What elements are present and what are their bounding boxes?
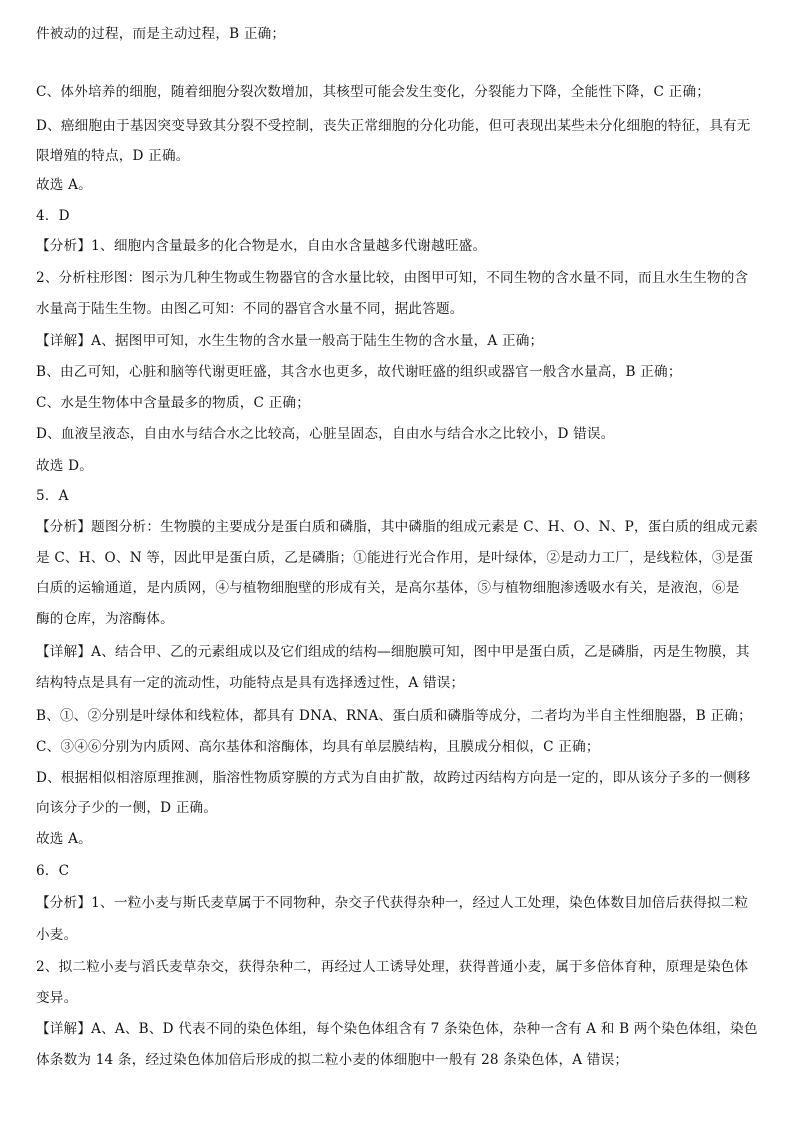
text-line: C、体外培养的细胞，随着细胞分裂次数增加，其核型可能会发生变化，分裂能力下降，全能性下降，C 正确； [36, 84, 711, 100]
text-line: C、③④⑥分别为内质网、高尔基体和溶酶体，均具有单层膜结构，且膜成分相似，C 正确； [36, 739, 600, 755]
text-line: 限增殖的特点，D 正确。 [36, 148, 190, 164]
text-line: 酶的仓库，为溶酶体。 [36, 611, 174, 627]
text-line: 水量高于陆生生物。由图乙可知：不同的器官含水量不同，据此答题。 [36, 301, 464, 317]
text-line: 件被动的过程，而是主动过程，B 正确； [36, 26, 286, 42]
text-line: C、水是生物体中含量最多的物质，C 正确； [36, 395, 311, 411]
text-line: 故选 A。 [36, 831, 92, 847]
text-line: 【分析】1、一粒小麦与斯氏麦草属于不同物种，杂交子代获得杂种一，经过人工处理，染色体数目加倍后获得拟二粒 [36, 895, 749, 911]
text-line: 【分析】1、细胞内含量最多的化合物是水，自由水含量越多代谢越旺盛。 [36, 238, 487, 254]
text-line: 故选 D。 [36, 458, 94, 474]
text-line: 【详解】A、据图甲可知，水生生物的含水量一般高于陆生生物的含水量，A 正确； [36, 333, 544, 349]
text-line: 向该分子少的一侧，D 正确。 [36, 800, 218, 816]
text-line: 变异。 [36, 990, 78, 1006]
text-line: 故选 A。 [36, 177, 92, 193]
text-line: 2、拟二粒小麦与滔氏麦草杂交，获得杂种二，再经过人工诱导处理，获得普通小麦，属于多倍体育种，原理是染色体 [36, 959, 749, 975]
text-line: 体条数为 14 条，经过染色体加倍后形成的拟二粒小麦的体细胞中一般有 28 条染色体，A 错误； [36, 1052, 629, 1068]
text-line: 白质的运输通道，是内质网，④与植物细胞壁的形成有关，是高尔基体，⑤与植物细胞渗透吸水有关，是液泡，⑥是 [36, 580, 740, 596]
text-line: D、癌细胞由于基因突变导致其分裂不受控制，丧失正常细胞的分化功能，但可表现出某些未分化细胞的特征，具有无 [36, 118, 751, 134]
question-answer: 5．A [36, 488, 69, 504]
text-line: 小麦。 [36, 927, 78, 943]
text-line: 2、分析柱形图：图示为几种生物或生物器官的含水量比较，由图甲可知，不同生物的含水量不同，而且水生生物的含 [36, 270, 749, 286]
question-answer: 4．D [36, 208, 70, 224]
text-line: D、根据相似相溶原理推测，脂溶性物质穿膜的方式为自由扩散，故跨过丙结构方向是一定的，即从该分子多的一侧移 [36, 770, 751, 786]
question-answer: 6．C [36, 863, 70, 879]
text-line: 【详解】A、结合甲、乙的元素组成以及它们组成的结构—细胞膜可知，图中甲是蛋白质，乙是磷脂，丙是生物膜，其 [36, 644, 750, 660]
text-line: 是 C、H、O、N 等，因此甲是蛋白质，乙是磷脂；①能进行光合作用，是叶绿体，②是动力工厂，是线粒体，③是蛋 [36, 550, 754, 566]
text-line: B、由乙可知，心脏和脑等代谢更旺盛，其含水也更多，故代谢旺盛的组织或器官一般含水量高，B 正确； [36, 364, 682, 380]
text-line: 【详解】A、A、B、D 代表不同的染色体组，每个染色体组含有 7 条染色体，杂种一含有 A 和 B 两个染色体组，染色 [36, 1021, 758, 1037]
text-line: 【分析】题图分析：生物膜的主要成分是蛋白质和磷脂，其中磷脂的组成元素是 C、H、O、N、P，蛋白质的组成元素 [36, 519, 759, 535]
text-line: B、①、②分别是叶绿体和线粒体，都具有 DNA、RNA、蛋白质和磷脂等成分，二者均为半自主性细胞器，B 正确； [36, 708, 752, 724]
text-line: 结构特点是具有一定的流动性，功能特点是具有选择透过性，A 错误； [36, 675, 465, 691]
text-line: D、血液呈液态，自由水与结合水之比较高，心脏呈固态，自由水与结合水之比较小，D 错误。 [36, 426, 615, 442]
